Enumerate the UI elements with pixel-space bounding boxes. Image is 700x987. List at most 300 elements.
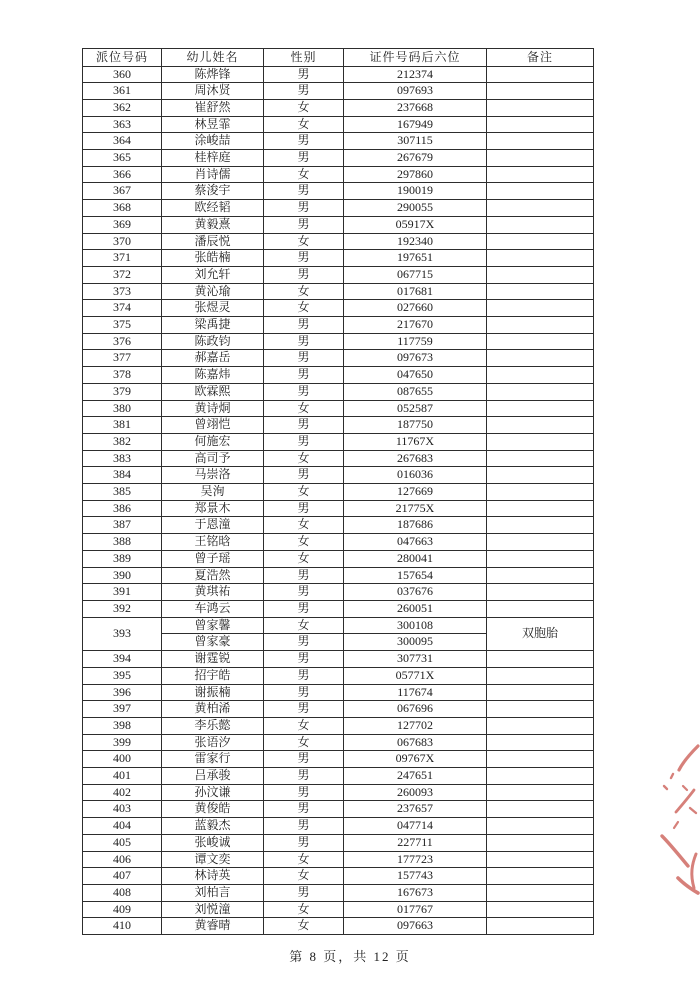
cell-gender: 男 (264, 417, 344, 434)
cell-number: 376 (83, 333, 162, 350)
cell-id: 037676 (344, 584, 487, 601)
cell-note (487, 166, 594, 183)
cell-id: 260093 (344, 784, 487, 801)
cell-id: 212374 (344, 66, 487, 83)
cell-name: 黄沁瑜 (162, 283, 264, 300)
cell-number: 406 (83, 851, 162, 868)
cell-gender: 男 (264, 884, 344, 901)
cell-number: 407 (83, 868, 162, 885)
cell-gender: 女 (264, 617, 344, 634)
cell-gender: 男 (264, 651, 344, 668)
cell-id: 217670 (344, 317, 487, 334)
table-row (83, 651, 594, 668)
table-row (83, 250, 594, 267)
cell-name: 林昱霏 (162, 116, 264, 133)
cell-name: 潘辰悦 (162, 233, 264, 250)
cell-number: 397 (83, 701, 162, 718)
cell-number: 362 (83, 99, 162, 116)
cell-number: 364 (83, 133, 162, 150)
cell-gender: 男 (264, 266, 344, 283)
cell-note (487, 433, 594, 450)
cell-name: 曾翊恺 (162, 417, 264, 434)
table-row (83, 400, 594, 417)
table-row (83, 99, 594, 116)
cell-id: 260051 (344, 601, 487, 618)
cell-note (487, 450, 594, 467)
cell-id: 237668 (344, 99, 487, 116)
cell-number: 393 (83, 617, 162, 650)
table-row (83, 868, 594, 885)
cell-number: 369 (83, 216, 162, 233)
red-seal-stamp-fragment (652, 742, 700, 900)
cell-number: 410 (83, 918, 162, 935)
cell-number: 404 (83, 818, 162, 835)
cell-name: 李乐懿 (162, 717, 264, 734)
cell-id: 087655 (344, 383, 487, 400)
cell-number: 379 (83, 383, 162, 400)
cell-name: 黄诗烔 (162, 400, 264, 417)
table-row (83, 851, 594, 868)
cell-number: 375 (83, 317, 162, 334)
cell-gender: 男 (264, 801, 344, 818)
table-row (83, 450, 594, 467)
table-row (83, 216, 594, 233)
cell-note (487, 851, 594, 868)
cell-name: 崔舒然 (162, 99, 264, 116)
cell-number: 390 (83, 567, 162, 584)
cell-name: 黄俊皓 (162, 801, 264, 818)
cell-note (487, 801, 594, 818)
table-header-row (83, 49, 594, 67)
cell-number: 372 (83, 266, 162, 283)
cell-name: 张峻诚 (162, 834, 264, 851)
table-row (83, 684, 594, 701)
table-row (83, 166, 594, 183)
cell-id: 117674 (344, 684, 487, 701)
cell-gender: 男 (264, 216, 344, 233)
table-body (83, 66, 594, 935)
cell-number: 370 (83, 233, 162, 250)
cell-id: 016036 (344, 467, 487, 484)
cell-gender: 男 (264, 183, 344, 200)
cell-name: 雷家行 (162, 751, 264, 768)
cell-name: 张语汐 (162, 734, 264, 751)
cell-id: 267679 (344, 150, 487, 167)
cell-note (487, 550, 594, 567)
cell-gender: 男 (264, 751, 344, 768)
cell-gender: 男 (264, 467, 344, 484)
cell-gender: 女 (264, 166, 344, 183)
cell-number: 403 (83, 801, 162, 818)
cell-number: 360 (83, 66, 162, 83)
table-row (83, 901, 594, 918)
cell-name: 曾家馨 (162, 617, 264, 634)
cell-number: 398 (83, 717, 162, 734)
cell-gender: 女 (264, 99, 344, 116)
cell-note (487, 751, 594, 768)
cell-gender: 男 (264, 818, 344, 835)
cell-gender: 男 (264, 150, 344, 167)
cell-name: 郑景木 (162, 500, 264, 517)
cell-name: 桂梓庭 (162, 150, 264, 167)
cell-note (487, 116, 594, 133)
cell-note (487, 667, 594, 684)
cell-gender: 男 (264, 367, 344, 384)
cell-id: 297860 (344, 166, 487, 183)
cell-name: 刘允轩 (162, 266, 264, 283)
table-row (83, 918, 594, 935)
cell-gender: 男 (264, 83, 344, 100)
cell-id: 047714 (344, 818, 487, 835)
cell-note (487, 918, 594, 935)
cell-note (487, 216, 594, 233)
table-row (83, 133, 594, 150)
cell-number: 373 (83, 283, 162, 300)
cell-id: 300095 (344, 634, 487, 651)
cell-id: 097693 (344, 83, 487, 100)
table-row (83, 534, 594, 551)
cell-id: 097663 (344, 918, 487, 935)
cell-id: 047663 (344, 534, 487, 551)
table-row (83, 500, 594, 517)
header-cell-id: 证件号码后六位 (344, 49, 487, 67)
table-row (83, 734, 594, 751)
cell-number: 378 (83, 367, 162, 384)
cell-id: 052587 (344, 400, 487, 417)
cell-note (487, 684, 594, 701)
cell-id: 307115 (344, 133, 487, 150)
cell-name: 招宇皓 (162, 667, 264, 684)
table-row (83, 768, 594, 785)
cell-id: 09767X (344, 751, 487, 768)
cell-name: 曾家豪 (162, 634, 264, 651)
cell-gender: 女 (264, 734, 344, 751)
cell-name: 黄琪祐 (162, 584, 264, 601)
cell-name: 陈烨锋 (162, 66, 264, 83)
table-row (83, 350, 594, 367)
cell-name: 张煜灵 (162, 300, 264, 317)
table-row (83, 801, 594, 818)
cell-number: 381 (83, 417, 162, 434)
cell-gender: 男 (264, 567, 344, 584)
cell-gender: 男 (264, 584, 344, 601)
cell-note (487, 99, 594, 116)
cell-name: 黄毅熹 (162, 216, 264, 233)
cell-gender: 女 (264, 233, 344, 250)
cell-name: 梁禹捷 (162, 317, 264, 334)
cell-name: 陈政钧 (162, 333, 264, 350)
table-row (83, 433, 594, 450)
table-row (83, 383, 594, 400)
table-row (83, 233, 594, 250)
allocation-table (82, 48, 594, 935)
table-row (83, 667, 594, 684)
cell-id: 307731 (344, 651, 487, 668)
cell-note (487, 150, 594, 167)
cell-id: 027660 (344, 300, 487, 317)
cell-id: 127702 (344, 717, 487, 734)
cell-name: 吕承骏 (162, 768, 264, 785)
cell-number: 380 (83, 400, 162, 417)
table-row (83, 266, 594, 283)
cell-id: 05771X (344, 667, 487, 684)
table-row (83, 200, 594, 217)
cell-name: 黄睿晴 (162, 918, 264, 935)
cell-number: 365 (83, 150, 162, 167)
table-row (83, 467, 594, 484)
cell-id: 187750 (344, 417, 487, 434)
cell-number: 363 (83, 116, 162, 133)
cell-gender: 女 (264, 851, 344, 868)
cell-note (487, 383, 594, 400)
cell-note (487, 734, 594, 751)
cell-name: 何施宏 (162, 433, 264, 450)
cell-name: 涂峻喆 (162, 133, 264, 150)
cell-number: 383 (83, 450, 162, 467)
cell-id: 280041 (344, 550, 487, 567)
cell-gender: 男 (264, 601, 344, 618)
cell-gender: 女 (264, 868, 344, 885)
cell-id: 227711 (344, 834, 487, 851)
cell-number: 387 (83, 517, 162, 534)
cell-gender: 女 (264, 116, 344, 133)
cell-id: 167949 (344, 116, 487, 133)
table-row (83, 333, 594, 350)
cell-number: 371 (83, 250, 162, 267)
cell-note (487, 884, 594, 901)
cell-note (487, 868, 594, 885)
cell-gender: 女 (264, 901, 344, 918)
cell-id: 192340 (344, 233, 487, 250)
cell-number: 392 (83, 601, 162, 618)
cell-number: 374 (83, 300, 162, 317)
cell-name: 黄柏浠 (162, 701, 264, 718)
cell-note (487, 901, 594, 918)
table-row (83, 517, 594, 534)
cell-name: 曾子瑶 (162, 550, 264, 567)
cell-note (487, 534, 594, 551)
cell-number: 396 (83, 684, 162, 701)
cell-gender: 男 (264, 784, 344, 801)
cell-number: 401 (83, 768, 162, 785)
cell-note (487, 584, 594, 601)
cell-number: 399 (83, 734, 162, 751)
cell-gender: 男 (264, 500, 344, 517)
cell-gender: 女 (264, 400, 344, 417)
cell-number: 361 (83, 83, 162, 100)
cell-id: 157743 (344, 868, 487, 885)
cell-number: 368 (83, 200, 162, 217)
cell-note (487, 517, 594, 534)
table-row (83, 300, 594, 317)
cell-id: 047650 (344, 367, 487, 384)
cell-id: 127669 (344, 484, 487, 501)
cell-gender: 男 (264, 383, 344, 400)
table-row (83, 83, 594, 100)
cell-note (487, 500, 594, 517)
cell-note (487, 367, 594, 384)
cell-gender: 女 (264, 450, 344, 467)
cell-number: 389 (83, 550, 162, 567)
cell-gender: 男 (264, 667, 344, 684)
cell-note (487, 400, 594, 417)
header-cell-name: 幼儿姓名 (162, 49, 264, 67)
cell-number: 405 (83, 834, 162, 851)
cell-name: 肖诗儒 (162, 166, 264, 183)
cell-gender: 女 (264, 918, 344, 935)
page-number-footer: 第 8 页，共 12 页 (289, 949, 411, 964)
cell-id: 290055 (344, 200, 487, 217)
cell-gender: 女 (264, 484, 344, 501)
cell-name: 马崇洛 (162, 467, 264, 484)
cell-id: 267683 (344, 450, 487, 467)
cell-note (487, 701, 594, 718)
cell-gender: 女 (264, 283, 344, 300)
cell-gender: 女 (264, 534, 344, 551)
cell-number: 395 (83, 667, 162, 684)
cell-id: 097673 (344, 350, 487, 367)
cell-gender: 女 (264, 550, 344, 567)
cell-name: 高司予 (162, 450, 264, 467)
cell-note (487, 834, 594, 851)
cell-note (487, 717, 594, 734)
cell-id: 300108 (344, 617, 487, 634)
cell-id: 177723 (344, 851, 487, 868)
cell-name: 林诗英 (162, 868, 264, 885)
cell-gender: 女 (264, 300, 344, 317)
table-row (83, 550, 594, 567)
header-cell-gender: 性别 (264, 49, 344, 67)
cell-gender: 男 (264, 701, 344, 718)
cell-gender: 男 (264, 768, 344, 785)
cell-number: 408 (83, 884, 162, 901)
cell-name: 蔡浚宇 (162, 183, 264, 200)
cell-name: 欧经韬 (162, 200, 264, 217)
cell-gender: 男 (264, 834, 344, 851)
table-row (83, 617, 594, 634)
cell-gender: 男 (264, 250, 344, 267)
cell-gender: 男 (264, 433, 344, 450)
table-row (83, 884, 594, 901)
cell-note (487, 200, 594, 217)
cell-id: 117759 (344, 333, 487, 350)
cell-name: 夏浩然 (162, 567, 264, 584)
cell-note (487, 350, 594, 367)
cell-note (487, 333, 594, 350)
table-row (83, 834, 594, 851)
table-row (83, 283, 594, 300)
table-row (83, 784, 594, 801)
cell-gender: 男 (264, 133, 344, 150)
cell-number: 400 (83, 751, 162, 768)
header-cell-note: 备注 (487, 49, 594, 67)
cell-name: 周沐贤 (162, 83, 264, 100)
cell-name: 孙汶谦 (162, 784, 264, 801)
cell-note (487, 300, 594, 317)
cell-note (487, 266, 594, 283)
cell-note: 双胞胎 (487, 617, 594, 650)
cell-note (487, 601, 594, 618)
cell-note (487, 467, 594, 484)
cell-number: 382 (83, 433, 162, 450)
cell-name: 谭文奕 (162, 851, 264, 868)
cell-number: 386 (83, 500, 162, 517)
header-cell-number: 派位号码 (83, 49, 162, 67)
cell-gender: 男 (264, 317, 344, 334)
cell-gender: 女 (264, 517, 344, 534)
cell-id: 247651 (344, 768, 487, 785)
cell-id: 017767 (344, 901, 487, 918)
cell-id: 11767X (344, 433, 487, 450)
cell-id: 05917X (344, 216, 487, 233)
cell-number: 391 (83, 584, 162, 601)
cell-number: 394 (83, 651, 162, 668)
cell-gender: 男 (264, 634, 344, 651)
cell-id: 157654 (344, 567, 487, 584)
cell-note (487, 818, 594, 835)
table-row (83, 717, 594, 734)
table-row (83, 116, 594, 133)
table-row (83, 66, 594, 83)
cell-gender: 男 (264, 333, 344, 350)
cell-id: 067683 (344, 734, 487, 751)
cell-note (487, 250, 594, 267)
table-row (83, 150, 594, 167)
cell-id: 067696 (344, 701, 487, 718)
cell-id: 067715 (344, 266, 487, 283)
table-row (83, 701, 594, 718)
table-row (83, 584, 594, 601)
table-row (83, 183, 594, 200)
cell-number: 385 (83, 484, 162, 501)
cell-number: 366 (83, 166, 162, 183)
cell-name: 陈嘉炜 (162, 367, 264, 384)
cell-id: 167673 (344, 884, 487, 901)
cell-note (487, 233, 594, 250)
cell-note (487, 133, 594, 150)
cell-name: 欧霖熙 (162, 383, 264, 400)
cell-note (487, 66, 594, 83)
cell-note (487, 784, 594, 801)
table-row (83, 751, 594, 768)
cell-name: 刘柏言 (162, 884, 264, 901)
cell-number: 409 (83, 901, 162, 918)
cell-name: 郝嘉岳 (162, 350, 264, 367)
cell-note (487, 183, 594, 200)
cell-gender: 男 (264, 684, 344, 701)
cell-note (487, 567, 594, 584)
cell-name: 谢振楠 (162, 684, 264, 701)
table-row (83, 484, 594, 501)
cell-gender: 女 (264, 717, 344, 734)
cell-id: 017681 (344, 283, 487, 300)
cell-gender: 男 (264, 66, 344, 83)
cell-number: 367 (83, 183, 162, 200)
cell-id: 190019 (344, 183, 487, 200)
cell-name: 王铭晗 (162, 534, 264, 551)
table-row (83, 417, 594, 434)
table-row (83, 367, 594, 384)
cell-gender: 男 (264, 350, 344, 367)
cell-number: 388 (83, 534, 162, 551)
table-row (83, 818, 594, 835)
cell-note (487, 317, 594, 334)
cell-note (487, 83, 594, 100)
cell-name: 于恩潼 (162, 517, 264, 534)
cell-name: 谢霆锐 (162, 651, 264, 668)
cell-gender: 男 (264, 200, 344, 217)
table-row (83, 567, 594, 584)
